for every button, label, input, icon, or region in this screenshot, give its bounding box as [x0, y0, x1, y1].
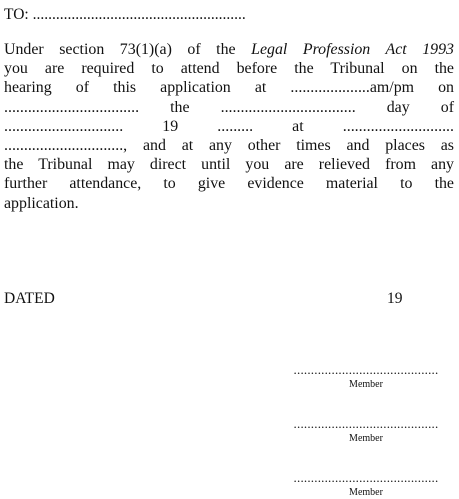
dated-year: 19 — [387, 290, 403, 307]
paragraph-line-3: hearing of this application at ....................am/pm on — [4, 79, 454, 97]
act-title: Legal Profession Act 1993 — [251, 41, 454, 58]
paragraph-line-6: .............................., and at any other times and places as — [4, 137, 454, 155]
paragraph-line-7: the Tribunal may direct until you are relieved from any — [4, 156, 454, 174]
member-signature-2 — [278, 417, 454, 445]
paragraph-line-4: .................................. the .................................. day of — [4, 98, 454, 116]
member-label: Member — [349, 487, 383, 498]
signature-line: .......................................... — [293, 470, 439, 485]
summons-paragraph — [4, 40, 454, 213]
paragraph-line-8: further attendance, to give evidence material to the — [4, 175, 454, 193]
member-signature-1 — [278, 363, 454, 391]
paragraph-line-5: .............................. 19 ......... at ............................ — [4, 117, 454, 135]
addressee-line: TO: ....................................................... — [4, 6, 246, 23]
paragraph-line-1 — [4, 40, 454, 59]
member-signature-3 — [278, 471, 454, 499]
member-label: Member — [349, 433, 383, 444]
signature-line: .......................................... — [293, 362, 439, 377]
paragraph-line-9: application. — [4, 194, 79, 212]
signature-line: .......................................... — [293, 416, 439, 431]
dated-label: DATED — [4, 290, 55, 307]
paragraph-text: Under section 73(1)(a) of the — [4, 41, 252, 58]
member-label: Member — [349, 379, 383, 390]
paragraph-line-2: you are required to attend before the Tribunal on the — [4, 60, 454, 78]
